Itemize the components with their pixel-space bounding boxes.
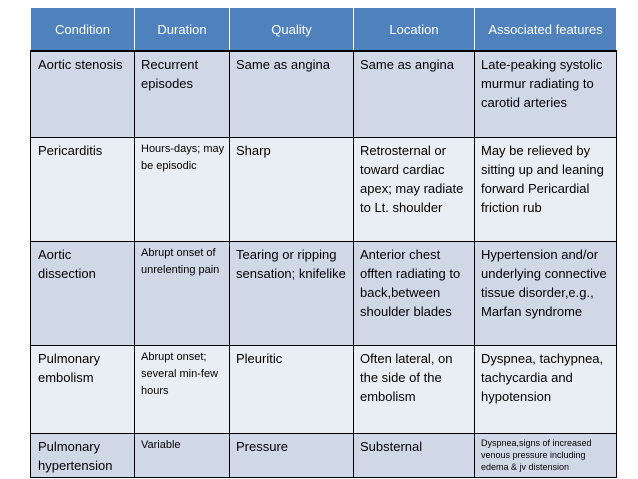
cell-quality: Tearing or ripping sensation; knifelike	[230, 242, 354, 346]
cell-duration: Abrupt onset; several min-few hours	[135, 346, 230, 434]
table-row	[31, 434, 617, 478]
cell-location: Often lateral, on the side of the embolism	[354, 346, 475, 434]
header-condition: Condition	[31, 8, 135, 52]
chest-pain-conditions-table	[30, 7, 617, 478]
cell-condition: Pulmonary embolism	[31, 346, 135, 434]
table-row	[31, 51, 617, 138]
cell-condition: Aortic dissection	[31, 242, 135, 346]
header-quality: Quality	[230, 8, 354, 52]
cell-features: Dyspnea,signs of increased venous pressure including edema & jv distension	[475, 434, 617, 478]
cell-condition: Pulmonary hypertension	[31, 434, 135, 478]
cell-location: Same as angina	[354, 51, 475, 138]
cell-duration: Hours-days; may be episodic	[135, 138, 230, 242]
cell-duration: Variable	[135, 434, 230, 478]
header-associated-features: Associated features	[475, 8, 617, 52]
header-duration: Duration	[135, 8, 230, 52]
cell-features: Hypertension and/or underlying connective tissue disorder,e.g., Marfan syndrome	[475, 242, 617, 346]
cell-features: Late-peaking systolic murmur radiating to carotid arteries	[475, 51, 617, 138]
header-location: Location	[354, 8, 475, 52]
cell-quality: Pleuritic	[230, 346, 354, 434]
cell-features: May be relieved by sitting up and leaning forward Pericardial friction rub	[475, 138, 617, 242]
cell-features: Dyspnea, tachypnea, tachycardia and hypotension	[475, 346, 617, 434]
cell-condition: Pericarditis	[31, 138, 135, 242]
cell-location: Retrosternal or toward cardiac apex; may radiate to Lt. shoulder	[354, 138, 475, 242]
cell-location: Substernal	[354, 434, 475, 478]
table-row	[31, 242, 617, 346]
table-row	[31, 138, 617, 242]
header-row	[31, 8, 617, 52]
table-row	[31, 346, 617, 434]
cell-quality: Same as angina	[230, 51, 354, 138]
cell-duration: Abrupt onset of unrelenting pain	[135, 242, 230, 346]
cell-quality: Sharp	[230, 138, 354, 242]
cell-duration: Recurrent episodes	[135, 51, 230, 138]
cell-location: Anterior chest offten radiating to back,between shoulder blades	[354, 242, 475, 346]
cell-quality: Pressure	[230, 434, 354, 478]
cell-condition: Aortic stenosis	[31, 51, 135, 138]
